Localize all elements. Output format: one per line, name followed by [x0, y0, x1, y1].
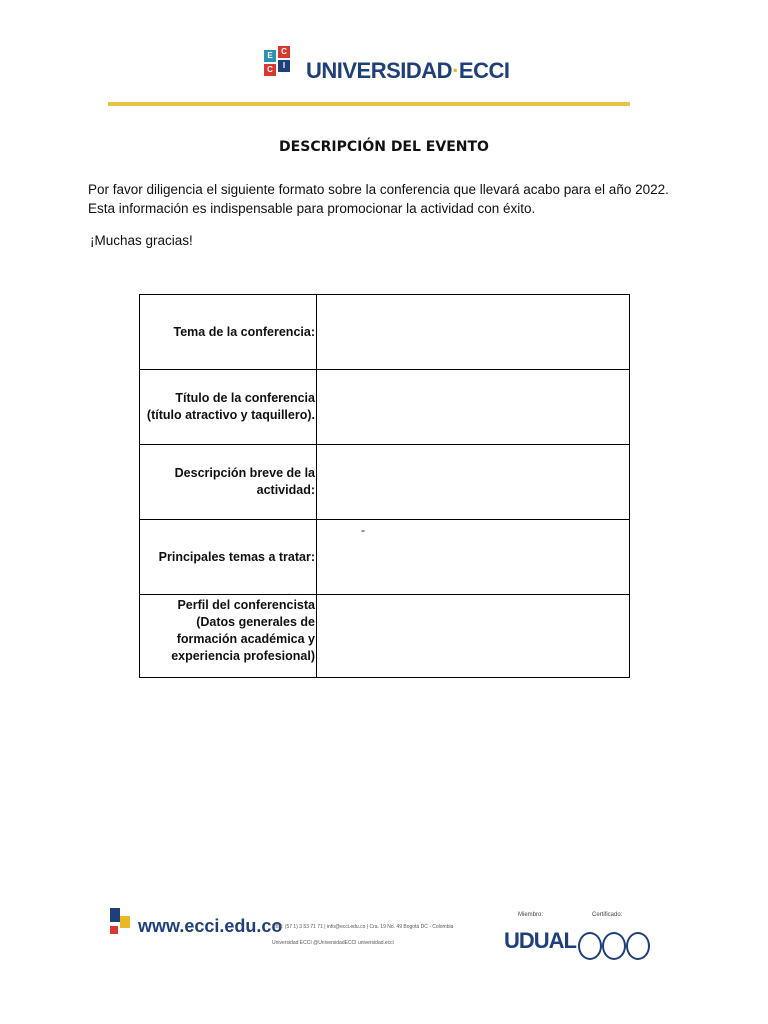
page-header [108, 40, 630, 108]
form-field-descripcion[interactable] [317, 445, 630, 520]
certification-seal-icon [626, 932, 650, 960]
footer-logo-mark [110, 908, 130, 938]
form-label-tema: Tema de la conferencia: [140, 295, 317, 370]
form-label-titulo: Título de la conferencia (título atractivo y taquillero). [140, 370, 317, 445]
university-logo-text [306, 58, 509, 84]
event-form-table [139, 294, 630, 678]
footer-member-label: Miembro: [518, 912, 544, 918]
form-row-titulo [140, 370, 630, 445]
logo-block-c2: C [264, 64, 276, 76]
logo-block-i: I [278, 60, 290, 72]
udual-logo: UDUAL [504, 928, 576, 953]
page-footer [108, 898, 662, 978]
logo-text-brand: ECCI [458, 58, 510, 83]
footer-website-link[interactable]: www.ecci.edu.co [138, 916, 283, 936]
form-field-temas[interactable] [317, 520, 630, 595]
intro-line-2: Esta información es indispensable para promocionar la actividad con éxito. [88, 201, 536, 216]
form-row-perfil [140, 595, 630, 678]
university-logo-mark [264, 46, 298, 86]
form-value-temas: - [361, 523, 365, 537]
logo-text-separator: · [452, 58, 459, 83]
thanks-text: ¡Muchas gracias! [90, 233, 193, 248]
form-field-titulo[interactable] [317, 370, 630, 445]
logo-block-e: E [264, 50, 276, 62]
form-field-tema[interactable] [317, 295, 630, 370]
footer-contact-info: PBX: (57 1) 3 53 71 71 | info@ecci.edu.co | Cra. 19 No. 49 Bogotá DC - Colombia [272, 924, 454, 930]
form-label-descripcion: Descripción breve de la actividad: [140, 445, 317, 520]
logo-text-main: UNIVERSIDAD [306, 58, 453, 83]
certification-seal-icon [602, 932, 626, 960]
form-row-descripcion [140, 445, 630, 520]
form-row-temas [140, 520, 630, 595]
footer-social-handles: Universidad ECCI @UniversidadECCI universidad.ecci [272, 940, 394, 946]
form-label-perfil: Perfil del conferencista (Datos generales de formación académica y experiencia profesional) [140, 595, 317, 678]
footer-certified-label: Certificado: [592, 912, 623, 918]
intro-text [88, 180, 708, 218]
document-title: DESCRIPCIÓN DEL EVENTO [279, 139, 489, 155]
intro-line-1: Por favor diligencia el siguiente formato sobre la conferencia que llevará acabo para el año 2022. [88, 182, 669, 197]
certification-seal-icon [578, 932, 602, 960]
header-divider [108, 102, 630, 106]
form-row-tema [140, 295, 630, 370]
form-label-temas: Principales temas a tratar: [140, 520, 317, 595]
logo-block-c1: C [278, 46, 290, 58]
form-field-perfil[interactable] [317, 595, 630, 678]
